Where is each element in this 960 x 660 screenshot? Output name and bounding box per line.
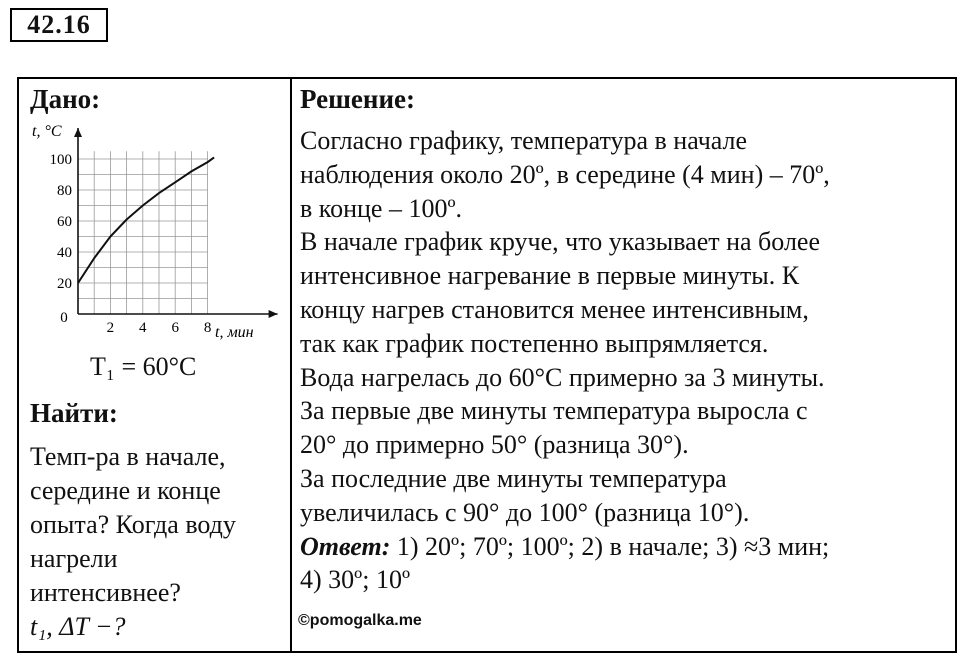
series-line [78,157,214,283]
given-formula: T₁ = 60°C [90,352,197,381]
answer-text: 1) 20º; 70º; 100º; 2) в начале; 3) ≈3 мин; [390,531,830,561]
given-heading: Дано: [30,84,101,114]
x-tick-label: 8 [203,320,212,336]
chart-axes [74,128,278,318]
problem-number: 42.16 [10,8,108,42]
solution-line: В начале график круче, что указывает на более [300,227,820,257]
solution-text [300,124,945,597]
solution-line: интенсивное нагревание в первые минуты. К [300,261,800,291]
find-line: Темп-ра в начале, [30,442,226,471]
find-line: середине и конце [30,476,221,505]
x-tick-label: 2 [106,320,115,336]
solution-line: 20° до примерно 50° (разница 30°). [300,430,689,460]
y-tick-label: 80 [57,183,72,199]
solution-heading: Решение: [300,84,415,114]
solution-line: концу нагрев становится менее интенсивным, [300,294,809,324]
y-tick-label: 20 [57,276,72,292]
x-tick-label: 6 [171,320,179,336]
find-heading: Найти: [30,398,118,428]
solution-line: наблюдения около 20º, в середине (4 мин) – 70º, [300,159,830,189]
find-line: нагрели [30,544,118,573]
x-axis-arrow [269,310,278,318]
find-text [30,440,236,644]
solution-line: За последние две минуты температура [300,463,727,493]
solution-line: За первые две минуты температура выросла с [300,396,808,426]
answer-line-2: 4) 30º; 10º [300,565,411,595]
solution-line: так как график постепенно выпрямляется. [300,328,769,358]
solution-line: в конце – 100º. [300,193,463,223]
column-divider [290,77,292,653]
watermark: ©pomogalka.me [298,612,422,629]
temperature-chart [28,118,278,348]
chart-ticks [50,152,212,336]
x-tick-label: 4 [139,320,147,336]
answer-label: Ответ: [300,531,391,561]
solution-line: Вода нагрелась до 60°C примерно за 3 минуты. [300,362,825,392]
origin-label: 0 [60,310,68,326]
solution-line: Согласно графику, температура в начале [300,126,748,155]
y-axis-arrow [74,128,82,137]
find-line: интенсивнее? [30,578,181,607]
y-tick-label: 60 [57,214,72,230]
y-tick-label: 100 [49,152,72,168]
solution-line: увеличилась с 90° до 100° (разница 10°). [300,497,750,527]
chart-grid [78,151,208,314]
find-line: опыта? Когда воду [30,510,236,539]
y-tick-label: 40 [57,245,72,261]
x-axis-label: t, мин [215,324,254,341]
y-axis-label: t, °C [32,123,62,140]
answer-line [300,530,945,564]
find-line: t₁, ΔT −? [30,612,126,641]
